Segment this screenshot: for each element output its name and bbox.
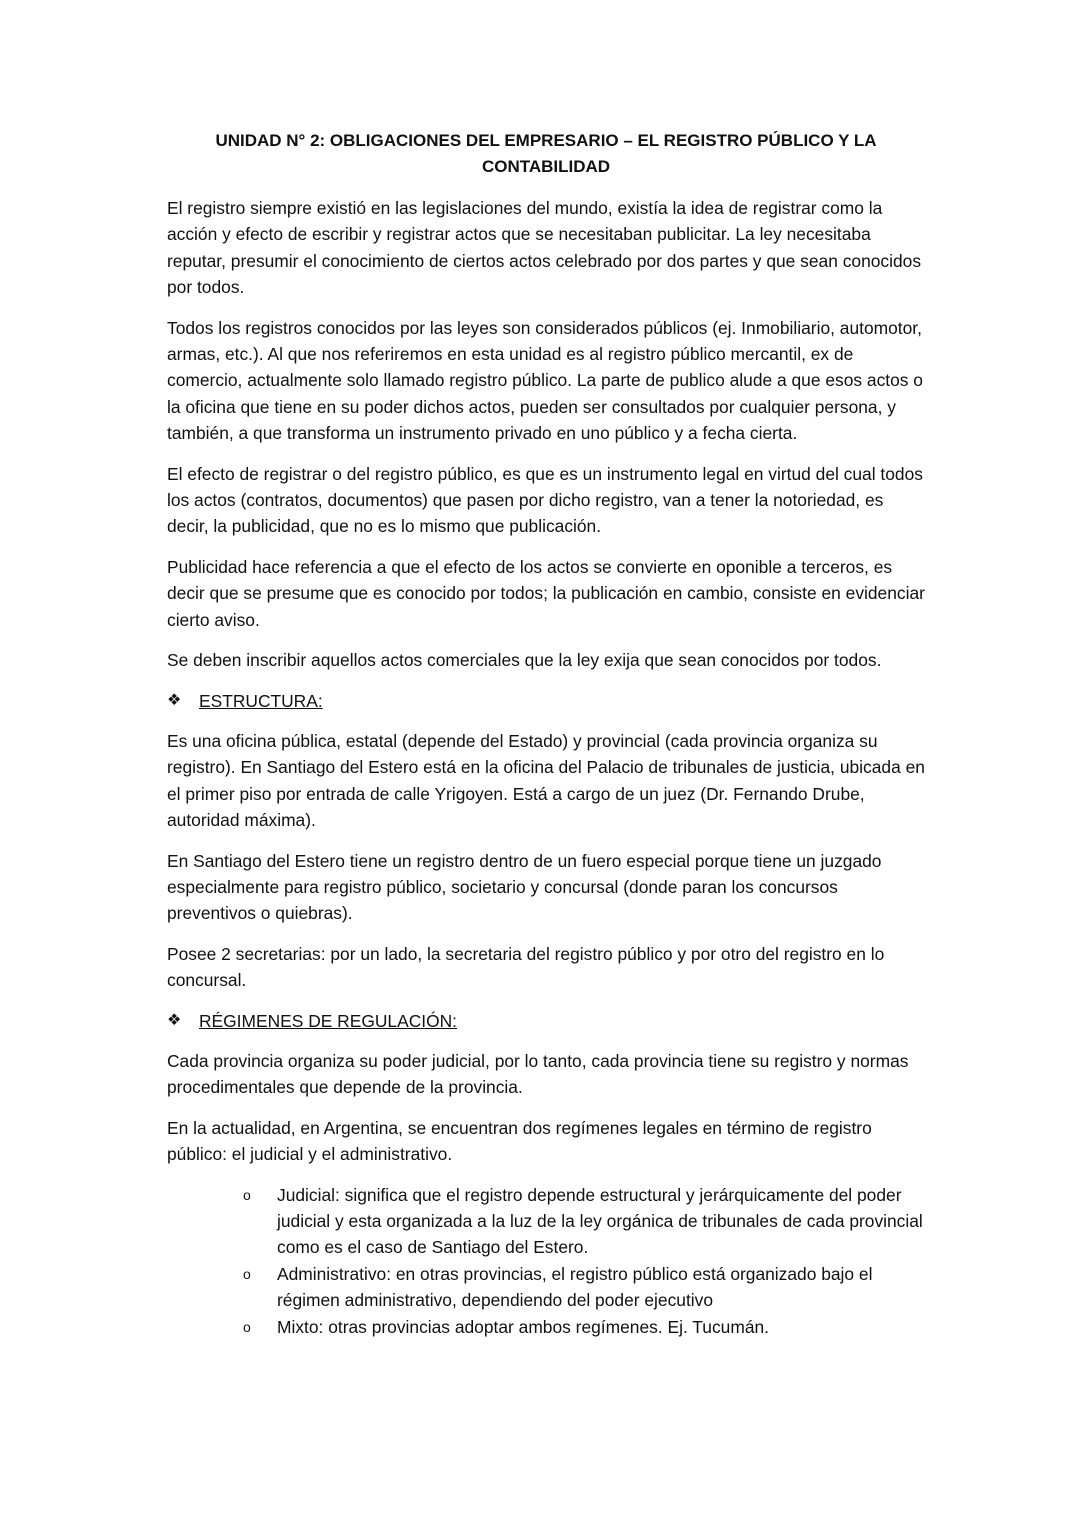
paragraph: Todos los registros conocidos por las leyes son considerados públicos (ej. Inmobiliario, automotor, armas, etc.). Al que nos referiremos en esta unidad es al registro público mercantil, ex de comercio, actualmente solo llamado registro público. La parte de publico alude a que esos actos o la oficina que tiene en su poder dichos actos, pueden ser consultados por cualquier persona, y también, a que transforma un instrumento privado en uno público y a fecha cierta. (167, 317, 923, 444)
paragraph: En la actualidad, en Argentina, se encuentran dos regímenes legales en término de registro público: el judicial y el administrativo. (167, 1117, 872, 1165)
paragraph: Es una oficina pública, estatal (depende del Estado) y provincial (cada provincia organiza su registro). En Santiago del Estero está en la oficina del Palacio de tribunales de justicia, ubicada en el primer piso por entrada de calle Yrigoyen. Está a cargo de un juez (Dr. Fernando Drube, autoridad máxima). (167, 730, 925, 831)
diamond-bullet-icon: ❖ (167, 1011, 182, 1029)
document-body (167, 195, 929, 1340)
paragraph: Posee 2 secretarias: por un lado, la secretaria del registro público y por otro del registro en lo concursal. (167, 943, 885, 991)
section-heading-text: RÉGIMENES DE REGULACIÓN: (199, 1010, 458, 1031)
paragraph: El registro siempre existió en las legislaciones del mundo, existía la idea de registrar como la acción y efecto de escribir y registrar actos que se necesitaban publicitar. La ley necesitaba reputar, presumir el conocimiento de ciertos actos celebrado por dos partes y que sean conocidos por todos. (167, 198, 922, 298)
list-item-text: Mixto: otras provincias adoptar ambos regímenes. Ej. Tucumán. (277, 1316, 769, 1337)
paragraph: Se deben inscribir aquellos actos comerciales que la ley exija que sean conocidos por todos. (167, 650, 882, 671)
list-item-text: Judicial: significa que el registro depende estructural y jerárquicamente del poder judicial y esta organizada a la luz de la ley orgánica de tribunales de cada provincial como es el caso de Santiago del Estero. (277, 1184, 923, 1258)
document-title (200, 128, 892, 180)
title-line-1: UNIDAD N° 2: OBLIGACIONES DEL EMPRESARIO – EL REGISTRO PÚBLICO Y LA (215, 131, 877, 150)
diamond-bullet-icon: ❖ (167, 691, 182, 709)
list-item (239, 1314, 929, 1340)
paragraph: Cada provincia organiza su poder judicial, por lo tanto, cada provincia tiene su registro y normas procedimentales que depende de la provincia. (167, 1050, 909, 1098)
paragraph: En Santiago del Estero tiene un registro dentro de un fuero especial porque tiene un juzgado especialmente para registro público, societario y concursal (donde paran los concursos preventivos o quiebras). (167, 850, 882, 924)
section-heading-regimenes (167, 1008, 929, 1034)
regimes-list (167, 1182, 929, 1340)
list-item-text: Administrativo: en otras provincias, el registro público está organizado bajo el régimen administrativo, dependiendo del poder ejecutivo (277, 1263, 873, 1311)
paragraph: Publicidad hace referencia a que el efecto de los actos se convierte en oponible a terceros, es decir que se presume que es conocido por todos; la publicación en cambio, consiste en evidenciar cierto aviso. (167, 556, 925, 630)
paragraph: El efecto de registrar o del registro público, es que es un instrumento legal en virtud del cual todos los actos (contratos, documentos) que pasen por dicho registro, van a tener la notoriedad, es decir, la publicidad, que no es lo mismo que publicación. (167, 463, 923, 537)
section-heading-text: ESTRUCTURA: (199, 690, 323, 711)
circle-bullet-icon: o (243, 1186, 251, 1203)
circle-bullet-icon: o (243, 1265, 251, 1282)
list-item (239, 1182, 929, 1261)
circle-bullet-icon: o (243, 1318, 251, 1335)
list-item (239, 1261, 929, 1314)
title-line-2: CONTABILIDAD (481, 157, 611, 176)
section-heading-estructura (167, 688, 929, 714)
